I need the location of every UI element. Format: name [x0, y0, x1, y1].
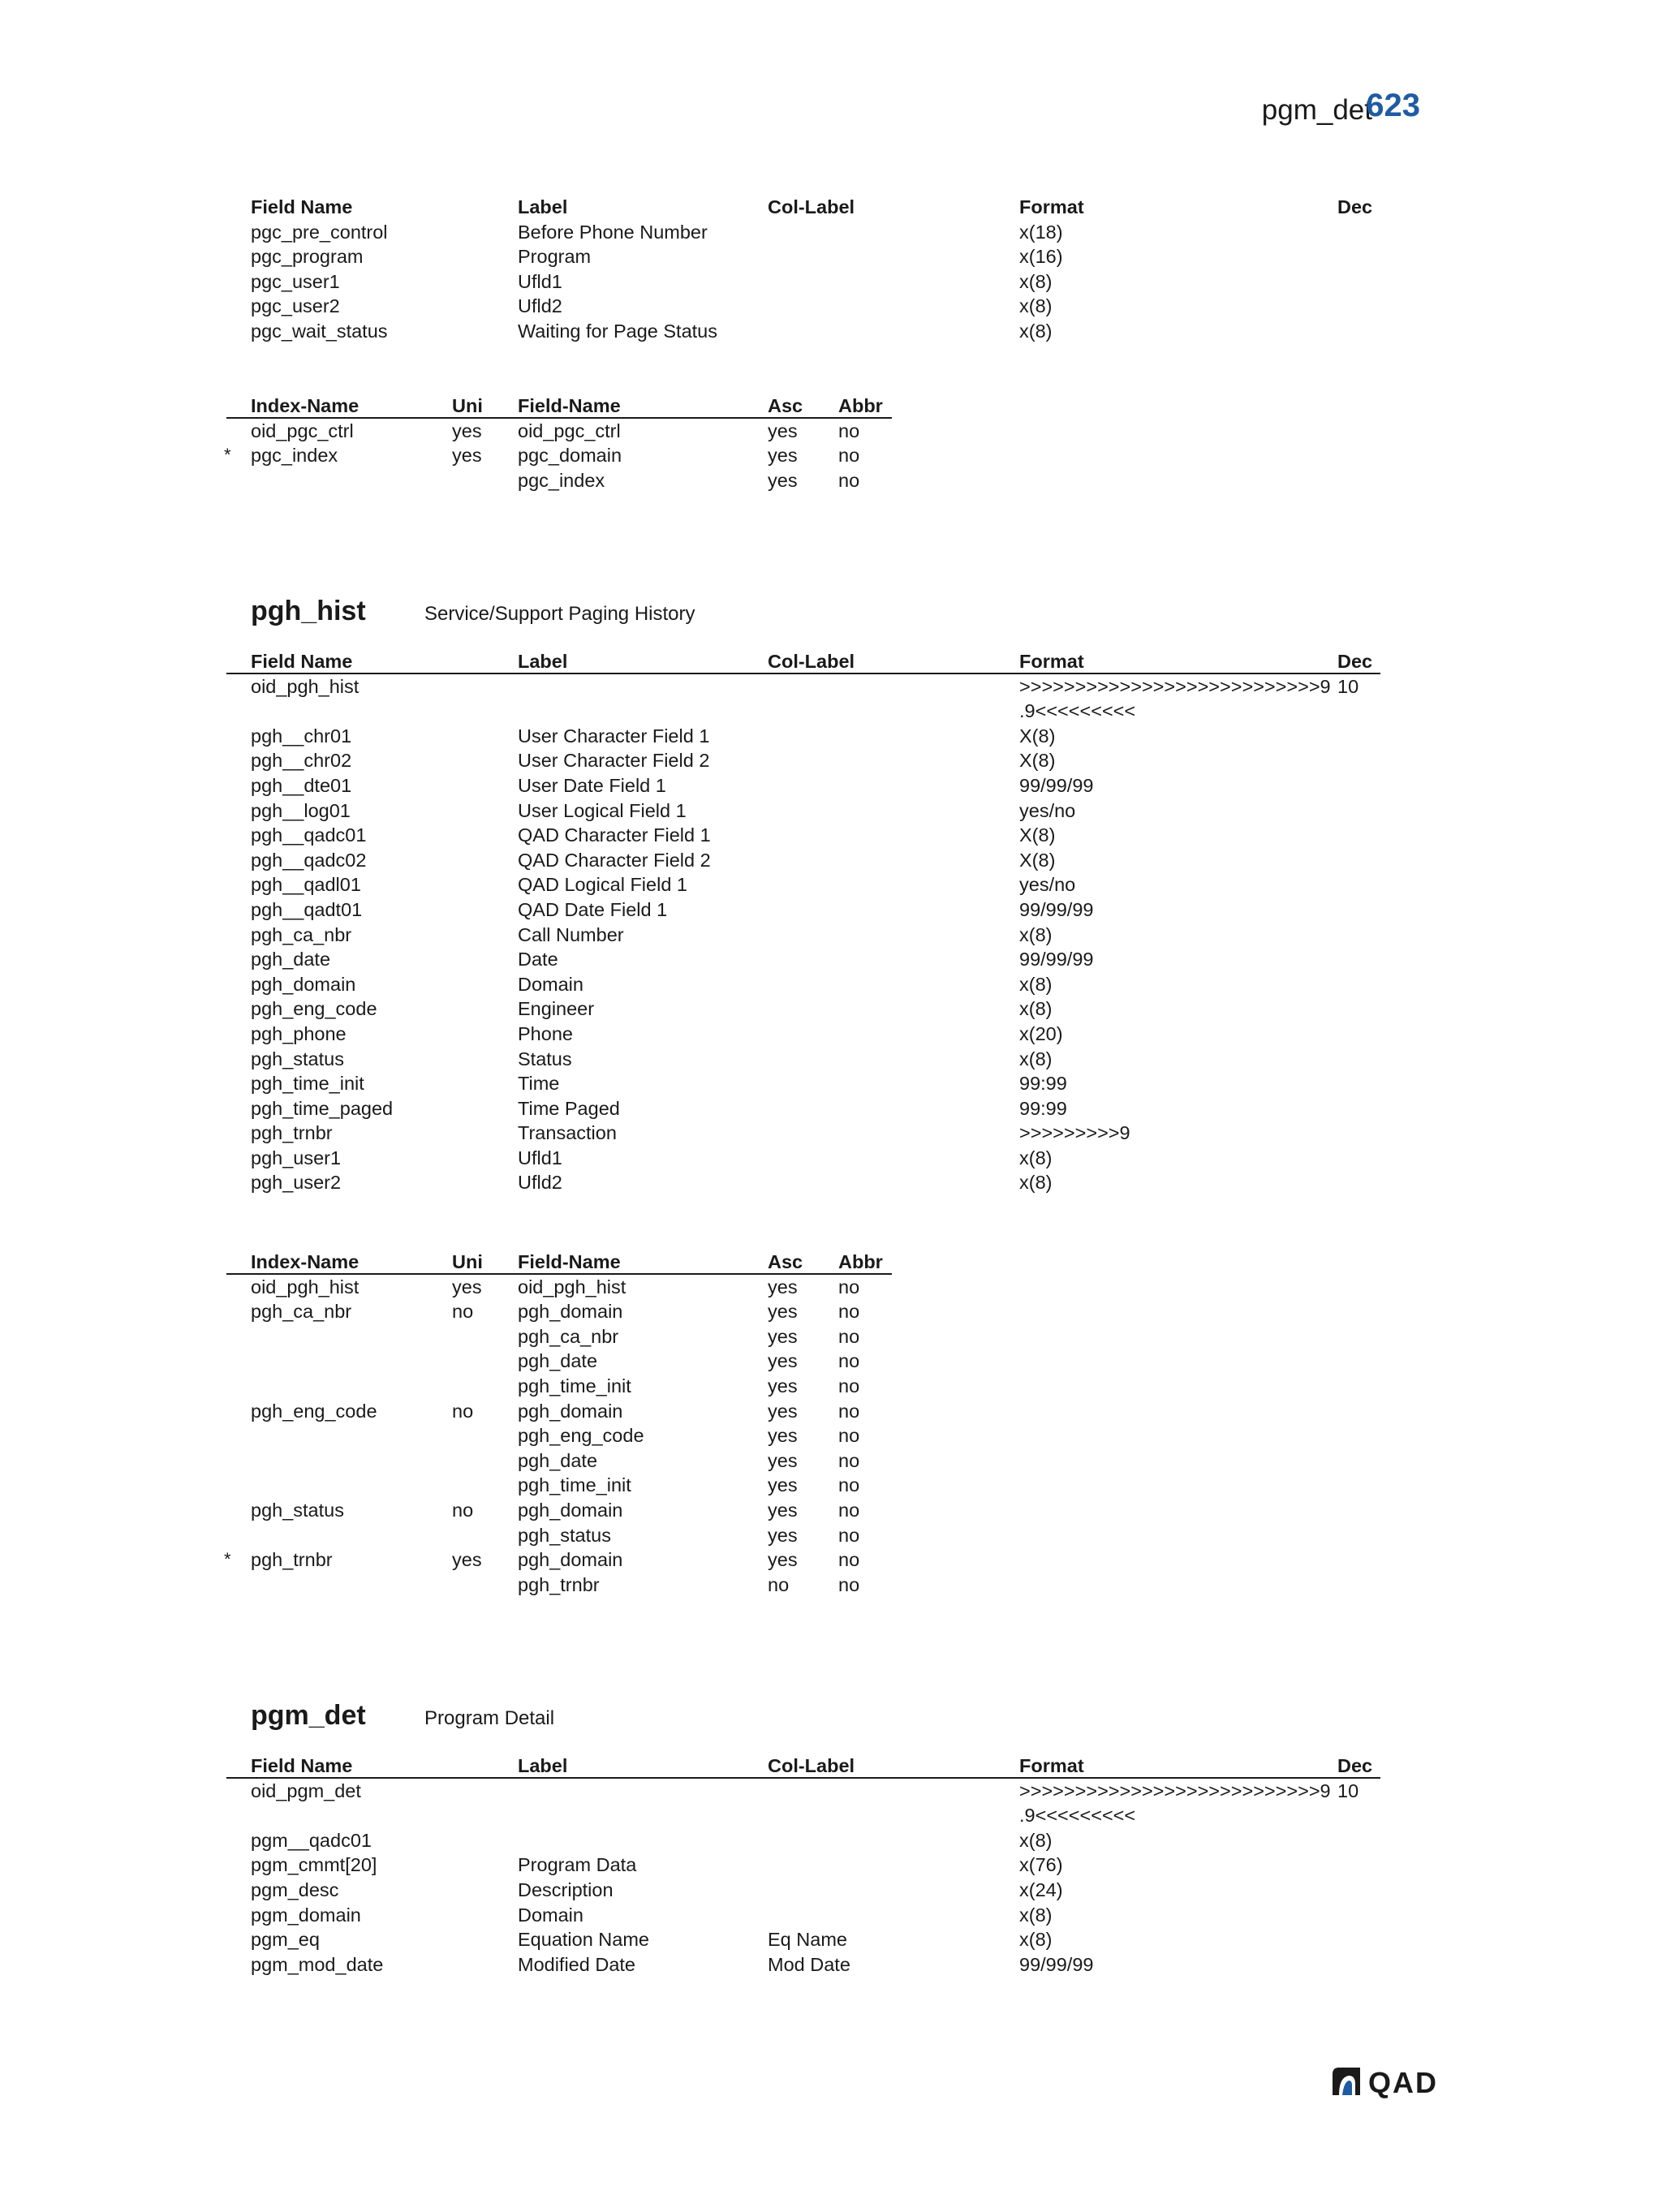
table-row	[0, 823, 1662, 848]
ascending-flag: yes	[768, 420, 798, 441]
index-field-name: pgh_domain	[518, 1301, 623, 1323]
table-row	[0, 773, 1662, 798]
table-row	[0, 1399, 1662, 1424]
abbreviated-flag: no	[838, 1524, 860, 1546]
format: 99:99	[1019, 1097, 1067, 1119]
field-name: pgh_domain	[251, 973, 356, 995]
index-field-name: pgh_trnbr	[518, 1573, 600, 1595]
field-name: pgh_ca_nbr	[251, 923, 352, 945]
header-col-label: Col-Label	[768, 196, 855, 217]
table-row	[0, 1523, 1662, 1548]
table-row	[0, 319, 1662, 344]
table-row	[0, 1878, 1662, 1903]
format: x(20)	[1019, 1022, 1063, 1044]
field-name: pgh_eng_code	[251, 998, 377, 1020]
format: >>>>>>>>>9	[1019, 1122, 1130, 1144]
field-name: pgh__dte01	[251, 774, 352, 796]
table-name: pgh_hist	[251, 596, 366, 626]
table-row	[0, 724, 1662, 749]
table-row	[0, 1299, 1662, 1324]
table-row	[0, 1121, 1662, 1146]
format: X(8)	[1019, 824, 1056, 846]
ascending-flag: yes	[768, 1449, 798, 1471]
field-name: pgh_user2	[251, 1172, 342, 1194]
format: x(8)	[1019, 1172, 1053, 1194]
field-name: pgh_user1	[251, 1147, 342, 1168]
table-row	[0, 1547, 1662, 1573]
ascending-flag: yes	[768, 1301, 798, 1323]
table-row	[0, 1275, 1662, 1300]
format: x(8)	[1019, 320, 1053, 342]
table-row	[0, 1047, 1662, 1072]
ascending-flag: yes	[768, 1276, 798, 1298]
abbreviated-flag: no	[838, 1301, 860, 1323]
table-row	[0, 848, 1662, 873]
index-name: pgh_eng_code	[251, 1400, 377, 1422]
ascending-flag: yes	[768, 1400, 798, 1422]
field-name: pgh__qadt01	[251, 898, 363, 920]
table-row	[0, 220, 1662, 245]
field-label: QAD Character Field 2	[518, 849, 711, 871]
abbreviated-flag: no	[838, 1549, 860, 1571]
abbreviated-flag: no	[838, 469, 860, 491]
running-table-name: pgm_det	[1261, 94, 1372, 126]
table-row	[0, 1170, 1662, 1195]
header-field-name: Field-Name	[518, 1251, 621, 1272]
header-label: Label	[518, 196, 568, 217]
field-label: User Character Field 2	[518, 750, 710, 772]
format: X(8)	[1019, 725, 1056, 747]
field-name: pgh_date	[251, 949, 331, 970]
header-dec: Dec	[1337, 196, 1373, 217]
page-number: 623	[1366, 88, 1420, 123]
field-label: Ufld2	[518, 1172, 562, 1194]
format-continued: .9<<<<<<<<<	[1019, 700, 1136, 722]
pgc-index-table	[0, 394, 1662, 493]
table-row	[0, 1473, 1662, 1498]
table-row	[0, 923, 1662, 948]
table-row	[0, 1423, 1662, 1448]
pgh-hist-field-table	[0, 649, 1662, 1195]
table-row-continuation	[0, 699, 1662, 724]
abbreviated-flag: no	[838, 420, 860, 441]
field-name: pgh_time_paged	[251, 1097, 394, 1119]
abbreviated-flag: no	[838, 1350, 860, 1372]
index-field-name: pgh_time_init	[518, 1474, 631, 1496]
index-field-name: pgh_date	[518, 1350, 598, 1372]
format: X(8)	[1019, 750, 1056, 772]
table-row	[0, 269, 1662, 295]
dec: 10	[1337, 1779, 1359, 1801]
ascending-flag: yes	[768, 1474, 798, 1496]
format: x(8)	[1019, 1048, 1053, 1069]
field-name: pgc_user2	[251, 295, 340, 317]
index-table-header	[0, 394, 1662, 419]
unique-flag: yes	[452, 445, 482, 467]
index-name: oid_pgh_hist	[251, 1276, 360, 1298]
ascending-flag: yes	[768, 1524, 798, 1546]
header-abbr: Abbr	[838, 395, 883, 416]
table-row	[0, 897, 1662, 923]
unique-flag: yes	[452, 1276, 482, 1298]
primary-index-marker: *	[224, 1549, 231, 1570]
format: x(16)	[1019, 246, 1063, 268]
table-row	[0, 443, 1662, 468]
ascending-flag: yes	[768, 1425, 798, 1447]
abbreviated-flag: no	[838, 1449, 860, 1471]
field-name: pgc_pre_control	[251, 221, 388, 243]
header-field-name: Field Name	[251, 196, 353, 217]
header-format: Format	[1019, 651, 1084, 672]
table-row-continuation	[0, 1803, 1662, 1828]
field-label: User Logical Field 1	[518, 799, 687, 821]
field-label: Time Paged	[518, 1097, 620, 1119]
col-label: Mod Date	[768, 1953, 850, 1975]
index-field-name: oid_pgc_ctrl	[518, 420, 621, 441]
table-row	[0, 1349, 1662, 1374]
field-label: Description	[518, 1878, 614, 1900]
table-row	[0, 972, 1662, 997]
table-description: Program Detail	[424, 1707, 555, 1729]
field-label: Modified Date	[518, 1953, 635, 1975]
table-row	[0, 1573, 1662, 1598]
header-label: Label	[518, 651, 568, 672]
header-format: Format	[1019, 196, 1084, 217]
field-name: oid_pgm_det	[251, 1779, 361, 1801]
header-index-name: Index-Name	[251, 395, 360, 416]
table-row	[0, 468, 1662, 493]
ascending-flag: yes	[768, 1499, 798, 1521]
index-field-name: pgh_date	[518, 1449, 598, 1471]
format: x(8)	[1019, 295, 1053, 317]
index-table-header	[0, 1250, 1662, 1275]
field-label: Phone	[518, 1022, 573, 1044]
table-row	[0, 1096, 1662, 1121]
field-label: QAD Character Field 1	[518, 824, 711, 846]
field-name: pgh__qadl01	[251, 874, 361, 896]
index-name: pgh_status	[251, 1499, 344, 1521]
index-name: pgc_index	[251, 445, 338, 467]
abbreviated-flag: no	[838, 1325, 860, 1347]
field-label: Equation Name	[518, 1929, 649, 1951]
index-field-name: pgh_domain	[518, 1499, 623, 1521]
field-label: Domain	[518, 1904, 583, 1926]
format: x(8)	[1019, 973, 1053, 995]
header-field-name: Field Name	[251, 651, 353, 672]
format: x(8)	[1019, 1929, 1053, 1951]
table-row	[0, 798, 1662, 824]
header-field-name: Field Name	[251, 1755, 353, 1776]
field-label: QAD Logical Field 1	[518, 874, 687, 896]
table-description: Service/Support Paging History	[424, 603, 695, 625]
abbreviated-flag: no	[838, 1276, 860, 1298]
field-label: User Character Field 1	[518, 725, 710, 747]
field-label: Time	[518, 1073, 560, 1095]
format: x(8)	[1019, 1147, 1053, 1168]
header-field-name: Field-Name	[518, 395, 621, 416]
header-col-label: Col-Label	[768, 651, 855, 672]
format: 99:99	[1019, 1073, 1067, 1095]
field-name: pgh__chr02	[251, 750, 352, 772]
format: 99/99/99	[1019, 949, 1094, 970]
field-label: Program Data	[518, 1854, 637, 1876]
header-index-name: Index-Name	[251, 1251, 360, 1272]
header-asc: Asc	[768, 1251, 803, 1272]
table-row	[0, 419, 1662, 444]
format: x(8)	[1019, 923, 1053, 945]
index-field-name: pgc_domain	[518, 445, 622, 467]
header-label: Label	[518, 1755, 568, 1776]
header-format: Format	[1019, 1755, 1084, 1776]
header-uni: Uni	[452, 395, 483, 416]
table-row	[0, 1903, 1662, 1928]
header-col-label: Col-Label	[768, 1755, 855, 1776]
table-row	[0, 872, 1662, 897]
unique-flag: no	[452, 1400, 474, 1422]
field-label: Ufld1	[518, 1147, 562, 1168]
field-label: Transaction	[518, 1122, 617, 1144]
format: yes/no	[1019, 874, 1076, 896]
ascending-flag: yes	[768, 1375, 798, 1396]
unique-flag: yes	[452, 1549, 482, 1571]
table-row	[0, 1779, 1662, 1804]
field-name: pgh_status	[251, 1048, 344, 1069]
field-name: pgm__qadc01	[251, 1829, 372, 1851]
table-row	[0, 1022, 1662, 1047]
ascending-flag: yes	[768, 469, 798, 491]
table-row	[0, 1828, 1662, 1853]
format-continued: .9<<<<<<<<<	[1019, 1805, 1136, 1827]
unique-flag: no	[452, 1499, 474, 1521]
table-row	[0, 1927, 1662, 1952]
format: X(8)	[1019, 849, 1056, 871]
format: x(18)	[1019, 221, 1063, 243]
field-name: pgh__log01	[251, 799, 351, 821]
format: x(76)	[1019, 1854, 1063, 1876]
field-label: Waiting for Page Status	[518, 320, 718, 342]
unique-flag: no	[452, 1301, 474, 1323]
pgh-index-table	[0, 1250, 1662, 1597]
field-name: pgh__qadc02	[251, 849, 367, 871]
index-name: oid_pgc_ctrl	[251, 420, 354, 441]
table-row	[0, 1324, 1662, 1349]
abbreviated-flag: no	[838, 1375, 860, 1396]
ascending-flag: yes	[768, 445, 798, 467]
field-name: pgc_wait_status	[251, 320, 388, 342]
abbreviated-flag: no	[838, 1425, 860, 1447]
field-name: pgm_cmmt[20]	[251, 1854, 377, 1876]
header-dec: Dec	[1337, 1755, 1373, 1776]
index-field-name: pgh_ca_nbr	[518, 1325, 619, 1347]
header-abbr: Abbr	[838, 1251, 883, 1272]
table-row	[0, 1146, 1662, 1171]
table-row	[0, 674, 1662, 699]
table-row	[0, 1952, 1662, 1977]
field-label: Ufld2	[518, 295, 562, 317]
abbreviated-flag: no	[838, 1474, 860, 1496]
unique-flag: yes	[452, 420, 482, 441]
field-table-header	[0, 1754, 1662, 1779]
format: 99/99/99	[1019, 898, 1094, 920]
index-field-name: oid_pgh_hist	[518, 1276, 626, 1298]
field-name: pgh_trnbr	[251, 1122, 333, 1144]
field-name: pgm_domain	[251, 1904, 361, 1926]
index-field-name: pgh_domain	[518, 1400, 623, 1422]
field-label: Ufld1	[518, 270, 562, 292]
field-name: pgh_time_init	[251, 1073, 364, 1095]
table-row	[0, 1448, 1662, 1474]
table-row	[0, 1853, 1662, 1878]
pgm-det-title	[0, 1700, 1662, 1741]
field-name: pgc_user1	[251, 270, 340, 292]
index-field-name: pgc_index	[518, 469, 605, 491]
field-name: pgh__chr01	[251, 725, 352, 747]
format: x(8)	[1019, 1829, 1053, 1851]
index-name: pgh_ca_nbr	[251, 1301, 352, 1323]
field-label: Program	[518, 246, 592, 268]
ascending-flag: no	[768, 1573, 790, 1595]
ascending-flag: yes	[768, 1549, 798, 1571]
field-label: Call Number	[518, 923, 624, 945]
qad-logo-icon	[1331, 2066, 1362, 2097]
table-name: pgm_det	[251, 1700, 366, 1731]
index-field-name: pgh_time_init	[518, 1375, 631, 1396]
header-asc: Asc	[768, 395, 803, 416]
field-label: User Date Field 1	[518, 774, 666, 796]
format: x(8)	[1019, 998, 1053, 1020]
ascending-flag: yes	[768, 1325, 798, 1347]
page-header	[0, 88, 1662, 136]
header-dec: Dec	[1337, 651, 1373, 672]
abbreviated-flag: no	[838, 445, 860, 467]
table-row	[0, 748, 1662, 773]
field-name: pgh__qadc01	[251, 824, 367, 846]
format: x(8)	[1019, 1904, 1053, 1926]
field-label: Date	[518, 949, 558, 970]
field-table-header	[0, 195, 1662, 220]
format: >>>>>>>>>>>>>>>>>>>>>>>>>>>9	[1019, 675, 1331, 697]
col-label: Eq Name	[768, 1929, 847, 1951]
qad-logo	[1331, 2066, 1453, 2102]
dec: 10	[1337, 675, 1359, 697]
format: x(8)	[1019, 270, 1053, 292]
format: 99/99/99	[1019, 774, 1094, 796]
pgm-det-field-table	[0, 1754, 1662, 1977]
primary-index-marker: *	[224, 445, 231, 466]
table-row	[0, 1071, 1662, 1096]
field-name: pgm_eq	[251, 1929, 320, 1951]
format: x(24)	[1019, 1878, 1063, 1900]
field-label: Before Phone Number	[518, 221, 708, 243]
table-row	[0, 1374, 1662, 1399]
index-field-name: pgh_domain	[518, 1549, 623, 1571]
field-name: oid_pgh_hist	[251, 675, 360, 697]
field-name: pgm_mod_date	[251, 1953, 384, 1975]
field-label: Engineer	[518, 998, 595, 1020]
format: 99/99/99	[1019, 1953, 1094, 1975]
abbreviated-flag: no	[838, 1400, 860, 1422]
table-row	[0, 1498, 1662, 1523]
abbreviated-flag: no	[838, 1499, 860, 1521]
table-row	[0, 996, 1662, 1022]
field-name: pgc_program	[251, 246, 364, 268]
format: yes/no	[1019, 799, 1076, 821]
ascending-flag: yes	[768, 1350, 798, 1372]
field-name: pgm_desc	[251, 1878, 339, 1900]
index-field-name: pgh_eng_code	[518, 1425, 644, 1447]
field-label: Domain	[518, 973, 583, 995]
field-name: pgh_phone	[251, 1022, 347, 1044]
pgh-hist-title	[0, 596, 1662, 636]
abbreviated-flag: no	[838, 1573, 860, 1595]
field-label: Status	[518, 1048, 572, 1069]
table-row	[0, 244, 1662, 269]
format: >>>>>>>>>>>>>>>>>>>>>>>>>>>9	[1019, 1779, 1331, 1801]
table-row	[0, 294, 1662, 319]
header-uni: Uni	[452, 1251, 483, 1272]
field-label: QAD Date Field 1	[518, 898, 668, 920]
field-table-header	[0, 649, 1662, 674]
index-name: pgh_trnbr	[251, 1549, 333, 1571]
qad-logo-text: QAD	[1368, 2066, 1438, 2099]
index-field-name: pgh_status	[518, 1524, 611, 1546]
pgc-field-table	[0, 195, 1662, 344]
table-row	[0, 947, 1662, 972]
